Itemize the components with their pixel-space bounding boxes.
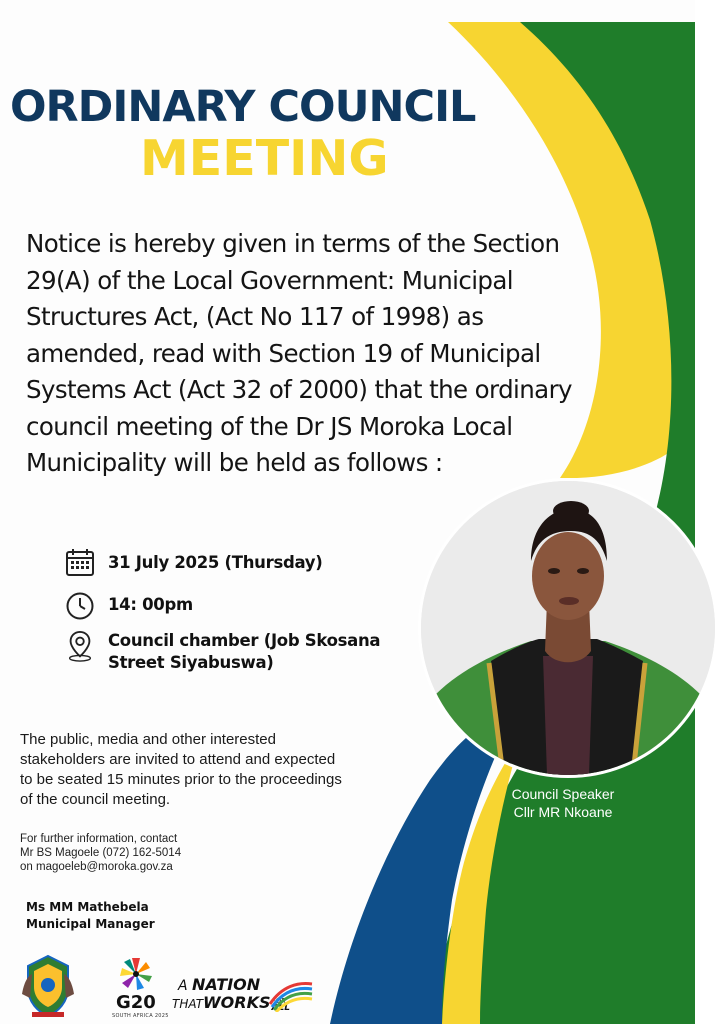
title-line-1: ORDINARY COUNCIL — [10, 82, 476, 132]
venue-row — [64, 630, 380, 674]
title-line-2: MEETING — [140, 130, 389, 187]
nation-works: WORKS — [203, 993, 271, 1012]
municipal-coat-of-arms-logo — [18, 952, 78, 1020]
g20-sublabel: SOUTH AFRICA 2025 — [112, 1013, 169, 1019]
nation-all: ALL — [271, 1002, 290, 1013]
speaker-caption — [478, 785, 648, 821]
signatory — [26, 899, 155, 933]
signatory-title: Municipal Manager — [26, 917, 155, 931]
nation-word: NATION — [192, 975, 261, 994]
calendar-icon — [64, 546, 96, 578]
nation-a: A — [178, 978, 188, 994]
date-row — [64, 546, 323, 578]
venue-line-2: Street Siyabuswa) — [108, 653, 274, 672]
nation-that: THAT — [172, 997, 204, 1011]
contact-info — [20, 832, 240, 874]
meeting-time: 14: 00pm — [108, 595, 193, 614]
contact-line-3: on magoeleb@moroka.gov.za — [20, 861, 173, 873]
meeting-venue — [108, 630, 380, 674]
speaker-photo — [421, 481, 715, 775]
time-row — [64, 590, 193, 622]
contact-line-1: For further information, contact — [20, 833, 178, 845]
notice-paragraph: Notice is hereby given in terms of the Section 29(A) of the Local Government: Municipal Structures Act, (Act No 117 of 1998) as amended, read with Section 19 of Municipal Systems Act (Act 32 of 2000) that the ordinary council meeting of the Dr JS Moroka Local Municipality will be held as follows : — [26, 229, 572, 477]
g20-label: G20 — [116, 992, 156, 1013]
speaker-portrait — [418, 478, 718, 778]
contact-line-2: Mr BS Magoele (072) 162-5014 — [20, 847, 182, 859]
location-pin-icon — [64, 630, 96, 662]
g20-flower-logo — [116, 956, 156, 992]
speaker-name: Cllr MR Nkoane — [513, 804, 613, 820]
nation-flag-swoosh-logo — [268, 978, 314, 1012]
speaker-role: Council Speaker — [511, 786, 615, 802]
clock-icon — [64, 590, 96, 622]
venue-line-1: Council chamber (Job Skosana — [108, 631, 381, 650]
nation-line-1 — [178, 975, 260, 994]
signatory-name: Ms MM Mathebela — [26, 900, 149, 914]
meeting-date: 31 July 2025 (Thursday) — [108, 553, 323, 572]
invitation-text: The public, media and other interested stakeholders are invited to attend and expected to be seated 15 minutes prior to the proceedings of the council meeting. — [20, 731, 342, 808]
nation-for: FOR — [271, 996, 286, 1005]
